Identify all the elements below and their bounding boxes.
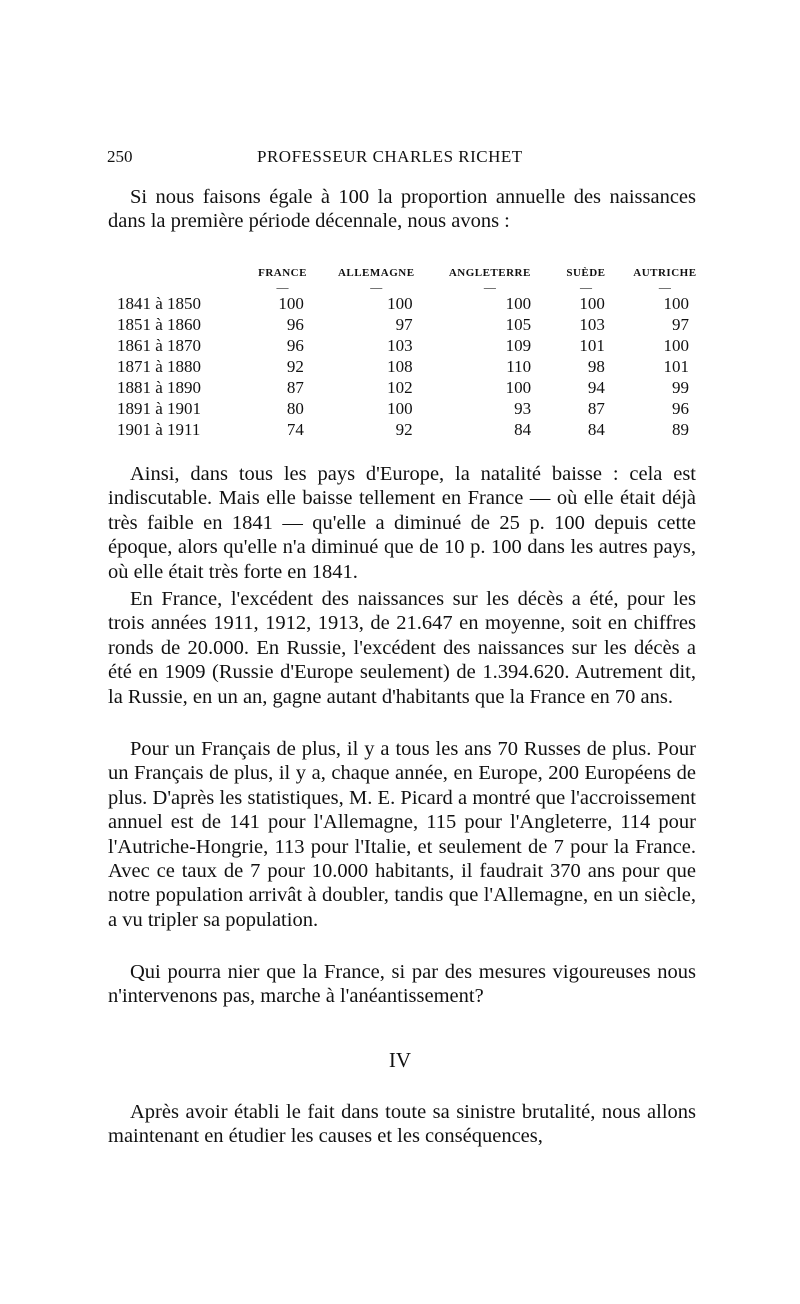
value-cell: 92: [286, 357, 304, 376]
value-cell: 100: [663, 294, 689, 313]
value-cell: 105: [505, 315, 532, 334]
paragraph-1: Ainsi, dans tous les pays d'Europe, la natalité baisse : cela est indiscutable. Mais elle baisse tellement en France — où elle était déjà très faible en 1841 — qu'elle a diminué de 25 p. 100 depuis cette époque, alors qu'elle n'a diminué que de 10 p. 100 dans les autres pays, où elle était très forte en 1841.: [108, 463, 696, 583]
paragraph-3: Pour un Français de plus, il y a tous les ans 70 Russes de plus. Pour un Français de plus, il y a, chaque année, en Europe, 200 Européens de plus. D'après les statistiques, M. E. Picard a montré que l'accroissement annuel est de 141 pour l'Allemagne, 115 pour l'Angleterre, 114 pour l'Autriche-Hongrie, 113 pour l'Italie, et seulement de 7 pour la France. Avec ce taux de 7 pour 10.000 habitants, il faudrait 370 ans pour que notre population arrivât à doubler, tandis que l'Allemagne, en un siècle, a vu tripler sa population.: [108, 738, 696, 931]
value-cell: 97: [395, 315, 413, 334]
period-cell: 1881 à 1890: [117, 378, 202, 397]
table-row: [117, 335, 707, 356]
value-cell: 94: [587, 378, 605, 397]
dash-row: [117, 281, 707, 293]
table-row: [117, 419, 707, 440]
period-cell: 1871 à 1880: [117, 357, 202, 376]
dash-cell: —: [658, 280, 671, 294]
running-title: PROFESSEUR CHARLES RICHET: [257, 147, 523, 166]
paragraph-4: Qui pourra nier que la France, si par des mesures vigoureuses nous n'intervenons pas, marche à l'anéantissement?: [108, 961, 696, 1008]
dash-cell: [117, 281, 243, 293]
paragraph-2: En France, l'excédent des naissances sur les décès a été, pour les trois années 1911, 1912, 1913, de 21.647 en moyenne, soit en chiffres ronds de 20.000. En Russie, l'excédent des naissances sur les décès a été en 1909 (Russie d'Europe seulement) de 1.394.620. Autrement dit, la Russie, en un an, gagne autant d'habitants que la France en 70 ans.: [108, 588, 696, 708]
value-cell: 100: [387, 399, 413, 418]
value-cell: 108: [387, 357, 413, 376]
table-row: [117, 398, 707, 419]
value-cell: 100: [387, 294, 413, 313]
value-cell: 93: [514, 399, 532, 418]
value-cell: 101: [579, 336, 605, 355]
value-cell: 109: [505, 336, 532, 355]
value-cell: 98: [587, 357, 605, 376]
natality-table: [117, 265, 707, 440]
value-cell: 103: [579, 315, 605, 334]
value-cell: 96: [672, 399, 689, 418]
table-row: [117, 314, 707, 335]
table-row: [117, 356, 707, 377]
column-header-period: [117, 265, 243, 281]
column-header: FRANCE: [258, 267, 307, 279]
final-paragraph: Après avoir établi le fait dans toute sa sinistre brutalité, nous allons maintenant en étudier les causes et les conséquences,: [108, 1101, 696, 1148]
intro-paragraph: Si nous faisons égale à 100 la proportion annuelle des naissances dans la première période décennale, nous avons :: [108, 186, 696, 233]
dash-cell: —: [276, 280, 289, 294]
value-cell: 102: [387, 378, 413, 397]
value-cell: 110: [506, 357, 532, 376]
period-cell: 1841 à 1850: [117, 294, 202, 313]
value-cell: 92: [395, 420, 413, 439]
table-header-row: [117, 265, 707, 281]
value-cell: 87: [286, 378, 304, 397]
page-header: [107, 147, 697, 171]
value-cell: 100: [278, 294, 304, 313]
period-cell: 1901 à 1911: [117, 420, 201, 439]
page-number: 250: [107, 147, 133, 166]
value-cell: 84: [514, 420, 532, 439]
table-row: [117, 293, 707, 314]
column-header: ALLEMAGNE: [337, 267, 415, 279]
value-cell: 100: [579, 294, 605, 313]
dash-cell: —: [370, 280, 383, 294]
value-cell: 84: [587, 420, 605, 439]
period-cell: 1861 à 1870: [117, 336, 202, 355]
value-cell: 96: [286, 336, 304, 355]
section-heading: IV: [388, 1048, 412, 1072]
period-cell: 1851 à 1860: [117, 315, 202, 334]
value-cell: 96: [286, 315, 304, 334]
value-cell: 80: [286, 399, 304, 418]
value-cell: 103: [387, 336, 413, 355]
value-cell: 89: [672, 420, 689, 439]
value-cell: 101: [663, 357, 689, 376]
value-cell: 100: [663, 336, 689, 355]
table-row: [117, 377, 707, 398]
value-cell: 100: [505, 378, 532, 397]
value-cell: 97: [672, 315, 689, 334]
column-header: SUÈDE: [566, 267, 606, 279]
dash-cell: —: [579, 280, 592, 294]
dash-cell: —: [483, 280, 496, 294]
value-cell: 87: [587, 399, 605, 418]
value-cell: 100: [505, 294, 532, 313]
column-header: ANGLETERRE: [448, 267, 531, 279]
period-cell: 1891 à 1901: [117, 399, 202, 418]
value-cell: 99: [672, 378, 689, 397]
column-header: AUTRICHE: [633, 267, 697, 279]
value-cell: 74: [286, 420, 304, 439]
